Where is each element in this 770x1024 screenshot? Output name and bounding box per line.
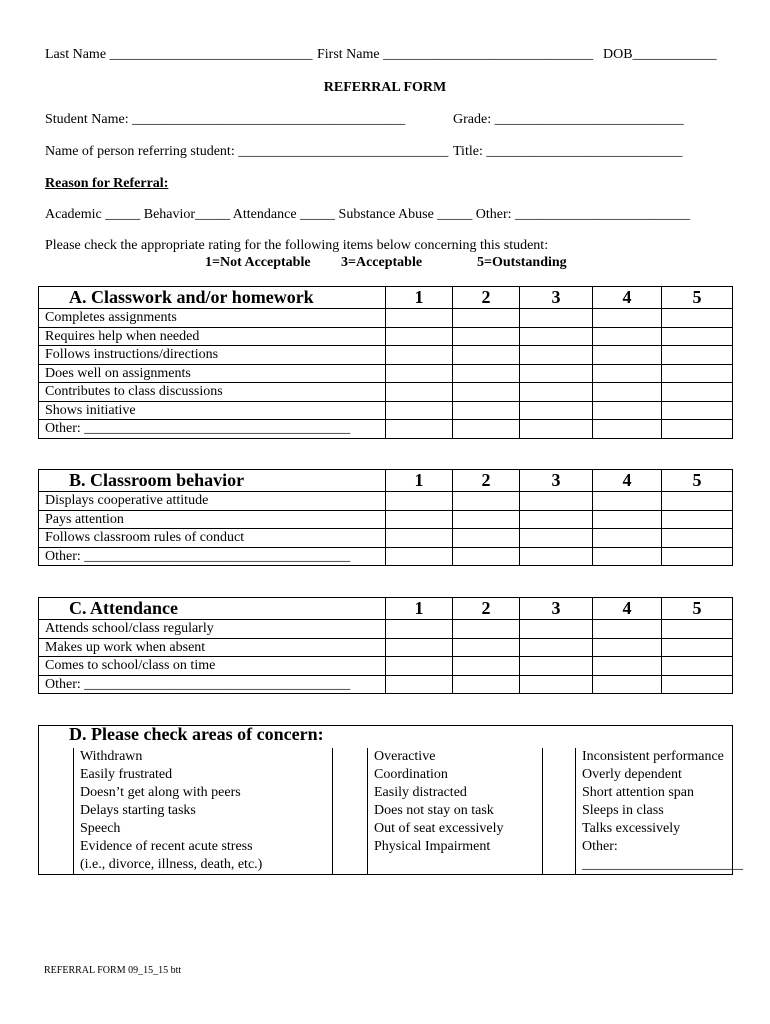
rating-cell[interactable]	[662, 364, 733, 383]
table-row	[39, 327, 733, 346]
table-row	[39, 364, 733, 383]
item-label: Follows instructions/directions	[39, 346, 386, 365]
rating-cell[interactable]	[662, 547, 733, 566]
rating-header: 2	[453, 287, 520, 309]
concern-checkbox[interactable]	[543, 784, 576, 802]
section-title: B. Classroom behavior	[39, 470, 386, 492]
rating-cell[interactable]	[386, 420, 453, 439]
concern-checkbox[interactable]	[333, 748, 368, 766]
rating-cell[interactable]	[593, 401, 662, 420]
table-row	[39, 856, 733, 875]
rating-cell[interactable]	[453, 638, 520, 657]
rating-cell[interactable]	[593, 675, 662, 694]
concern-checkbox[interactable]	[333, 766, 368, 784]
concern-checkbox[interactable]	[333, 784, 368, 802]
rating-cell[interactable]	[662, 309, 733, 328]
rating-cell[interactable]	[386, 529, 453, 548]
rating-cell[interactable]	[386, 327, 453, 346]
rating-cell[interactable]	[520, 383, 593, 402]
rating-cell[interactable]	[662, 620, 733, 639]
concern-label: Withdrawn	[80, 749, 143, 764]
rating-header: 3	[520, 598, 593, 620]
rating-cell[interactable]	[386, 401, 453, 420]
table-row	[39, 675, 733, 694]
grade-field[interactable]: Grade: ___________________________	[453, 112, 684, 127]
item-label: Comes to school/class on time	[39, 657, 386, 676]
rating-header: 1	[386, 598, 453, 620]
rating-cell[interactable]	[453, 675, 520, 694]
rating-header: 2	[453, 598, 520, 620]
rating-cell[interactable]	[520, 529, 593, 548]
rating-header: 5	[662, 287, 733, 309]
item-label: Attends school/class regularly	[39, 620, 386, 639]
last-name-field[interactable]: Last Name _____________________________	[45, 47, 313, 62]
rating-cell[interactable]	[662, 657, 733, 676]
concerns-table	[38, 724, 743, 875]
rating-cell[interactable]	[593, 510, 662, 529]
table-row	[39, 638, 733, 657]
behavior-table	[38, 469, 733, 566]
rating-header: 3	[520, 287, 593, 309]
classwork-table	[38, 286, 733, 439]
concern-checkbox[interactable]	[39, 748, 74, 766]
rating-cell[interactable]	[386, 346, 453, 365]
concern-label: Other:	[582, 839, 618, 854]
table-row	[39, 346, 733, 365]
rating-header: 1	[386, 470, 453, 492]
item-label: Completes assignments	[39, 309, 386, 328]
rating-cell[interactable]	[453, 547, 520, 566]
section-title: D. Please check areas of concern:	[69, 724, 324, 744]
rating-cell[interactable]	[593, 547, 662, 566]
item-label: Displays cooperative attitude	[39, 492, 386, 511]
concern-label: Doesn’t get along with peers	[80, 785, 241, 800]
rating-cell[interactable]	[386, 510, 453, 529]
item-label: Follows classroom rules of conduct	[39, 529, 386, 548]
concern-label: Out of seat excessively	[374, 821, 504, 836]
concern-label: Easily distracted	[374, 785, 467, 800]
first-name-field[interactable]: First Name ______________________________	[317, 47, 594, 62]
rating-cell[interactable]	[593, 657, 662, 676]
rating-header: 4	[593, 287, 662, 309]
rating-cell[interactable]	[593, 309, 662, 328]
table-row	[39, 802, 733, 820]
rating-header: 5	[662, 470, 733, 492]
table-header	[39, 470, 733, 492]
rating-cell[interactable]	[453, 327, 520, 346]
concern-checkbox	[543, 856, 576, 875]
concern-checkbox[interactable]	[39, 784, 74, 802]
concern-checkbox[interactable]	[543, 820, 576, 838]
reason-options[interactable]: Academic _____ Behavior_____ Attendance _____ Substance Abuse _____ Other: _________________________	[45, 207, 691, 222]
concern-label: Speech	[80, 821, 121, 836]
rating-cell[interactable]	[520, 638, 593, 657]
rating-cell[interactable]	[520, 420, 593, 439]
concern-label: Short attention span	[582, 785, 694, 800]
rating-cell[interactable]	[520, 547, 593, 566]
dob-field[interactable]: DOB____________	[603, 47, 717, 62]
concern-checkbox	[333, 856, 368, 875]
table-row	[39, 766, 733, 784]
rating-cell[interactable]	[593, 620, 662, 639]
rating-cell[interactable]	[386, 657, 453, 676]
rating-cell[interactable]	[662, 420, 733, 439]
rating-cell[interactable]	[662, 492, 733, 511]
student-name-field[interactable]: Student Name: _______________________________________	[45, 112, 406, 127]
rating-cell[interactable]	[453, 401, 520, 420]
attendance-table	[38, 597, 733, 694]
table-row	[39, 657, 733, 676]
table-row	[39, 529, 733, 548]
rating-cell[interactable]	[520, 309, 593, 328]
rating-cell[interactable]	[386, 638, 453, 657]
rating-cell[interactable]	[593, 529, 662, 548]
rating-cell[interactable]	[593, 327, 662, 346]
concern-checkbox[interactable]	[543, 838, 576, 856]
rating-cell[interactable]	[593, 492, 662, 511]
concern-label: Evidence of recent acute stress	[80, 839, 253, 854]
concern-label: Inconsistent performance	[582, 749, 724, 764]
table-header	[39, 287, 733, 309]
concern-label: (i.e., divorce, illness, death, etc.)	[80, 857, 263, 872]
rating-cell[interactable]	[520, 675, 593, 694]
rating-cell[interactable]	[593, 383, 662, 402]
concern-checkbox[interactable]	[39, 838, 74, 856]
concern-label: Overactive	[374, 749, 436, 764]
rating-cell[interactable]	[593, 420, 662, 439]
rating-cell[interactable]	[453, 420, 520, 439]
rating-header: 2	[453, 470, 520, 492]
other-field[interactable]: Other: ______________________________________	[39, 675, 386, 694]
table-row	[39, 748, 733, 766]
rating-cell[interactable]	[453, 309, 520, 328]
rating-cell[interactable]	[520, 401, 593, 420]
concern-label: Overly dependent	[582, 767, 682, 782]
rating-cell[interactable]	[662, 346, 733, 365]
concern-checkbox[interactable]	[543, 766, 576, 784]
rating-cell[interactable]	[386, 383, 453, 402]
rating-cell[interactable]	[662, 401, 733, 420]
rating-cell[interactable]	[386, 492, 453, 511]
table-row	[39, 784, 733, 802]
rating-cell[interactable]	[386, 364, 453, 383]
table-row	[39, 620, 733, 639]
rating-cell[interactable]	[453, 657, 520, 676]
rating-cell[interactable]	[386, 675, 453, 694]
table-row	[39, 420, 733, 439]
concern-label	[368, 856, 543, 875]
rating-cell[interactable]	[520, 620, 593, 639]
rating-cell[interactable]	[520, 364, 593, 383]
concern-checkbox	[39, 856, 74, 875]
rating-cell[interactable]	[386, 309, 453, 328]
form-title: REFERRAL FORM	[323, 80, 447, 95]
scale-outstanding: 5=Outstanding	[477, 255, 567, 270]
rating-cell[interactable]	[520, 346, 593, 365]
rating-cell[interactable]	[662, 529, 733, 548]
rating-cell[interactable]	[662, 510, 733, 529]
section-title: A. Classwork and/or homework	[39, 287, 386, 309]
rating-header: 3	[520, 470, 593, 492]
table-row	[39, 309, 733, 328]
rating-header: 4	[593, 470, 662, 492]
item-label: Contributes to class discussions	[39, 383, 386, 402]
concern-checkbox[interactable]	[543, 748, 576, 766]
concern-label: Does not stay on task	[374, 803, 494, 818]
concern-checkbox[interactable]	[333, 838, 368, 856]
concern-label: Physical Impairment	[374, 839, 491, 854]
rating-cell[interactable]	[662, 675, 733, 694]
rating-cell[interactable]	[593, 638, 662, 657]
rating-header: 4	[593, 598, 662, 620]
reason-heading: Reason for Referral:	[45, 176, 169, 191]
concern-label: Delays starting tasks	[80, 803, 196, 818]
rating-cell[interactable]	[520, 510, 593, 529]
footer-form-id: REFERRAL FORM 09_15_15 btt	[44, 965, 182, 976]
item-label: Shows initiative	[39, 401, 386, 420]
table-row	[39, 838, 733, 856]
rating-cell[interactable]	[386, 620, 453, 639]
rating-instructions: Please check the appropriate rating for the following items below concerning this student:	[45, 238, 549, 253]
rating-header: 5	[662, 598, 733, 620]
rating-cell[interactable]	[453, 383, 520, 402]
concern-checkbox[interactable]	[39, 820, 74, 838]
concern-label: Easily frustrated	[80, 767, 173, 782]
rating-cell[interactable]	[453, 492, 520, 511]
scale-not-acceptable: 1=Not Acceptable	[205, 255, 311, 270]
rating-cell[interactable]	[520, 327, 593, 346]
other-field[interactable]: Other: ______________________________________	[39, 547, 386, 566]
rating-cell[interactable]	[662, 638, 733, 657]
item-label: Makes up work when absent	[39, 638, 386, 657]
referrer-name-field[interactable]: Name of person referring student: ______________________________	[45, 144, 449, 159]
table-row	[39, 401, 733, 420]
rating-cell[interactable]	[453, 364, 520, 383]
table-row	[39, 820, 733, 838]
item-label: Pays attention	[39, 510, 386, 529]
concern-label: Sleeps in class	[582, 803, 664, 818]
rating-cell[interactable]	[453, 510, 520, 529]
table-header	[39, 726, 733, 749]
table-row	[39, 383, 733, 402]
concern-checkbox[interactable]	[543, 802, 576, 820]
concern-checkbox[interactable]	[39, 802, 74, 820]
rating-cell[interactable]	[453, 529, 520, 548]
other-field[interactable]: _______________________	[582, 857, 743, 872]
rating-cell[interactable]	[593, 364, 662, 383]
item-label: Does well on assignments	[39, 364, 386, 383]
rating-cell[interactable]	[662, 327, 733, 346]
item-label: Requires help when needed	[39, 327, 386, 346]
rating-cell[interactable]	[593, 346, 662, 365]
other-field[interactable]: Other: ______________________________________	[39, 420, 386, 439]
concern-label: Coordination	[374, 767, 448, 782]
rating-cell[interactable]	[453, 620, 520, 639]
rating-cell[interactable]	[453, 346, 520, 365]
concern-checkbox[interactable]	[333, 820, 368, 838]
rating-cell[interactable]	[662, 383, 733, 402]
referrer-title-field[interactable]: Title: ____________________________	[453, 144, 683, 159]
rating-header: 1	[386, 287, 453, 309]
table-row	[39, 492, 733, 511]
table-row	[39, 510, 733, 529]
table-header	[39, 598, 733, 620]
concern-checkbox[interactable]	[39, 766, 74, 784]
concern-label: Talks excessively	[582, 821, 681, 836]
rating-cell[interactable]	[520, 492, 593, 511]
rating-cell[interactable]	[386, 547, 453, 566]
section-title: C. Attendance	[39, 598, 386, 620]
scale-acceptable: 3=Acceptable	[341, 255, 423, 270]
concern-checkbox[interactable]	[333, 802, 368, 820]
rating-cell[interactable]	[520, 657, 593, 676]
table-row	[39, 547, 733, 566]
